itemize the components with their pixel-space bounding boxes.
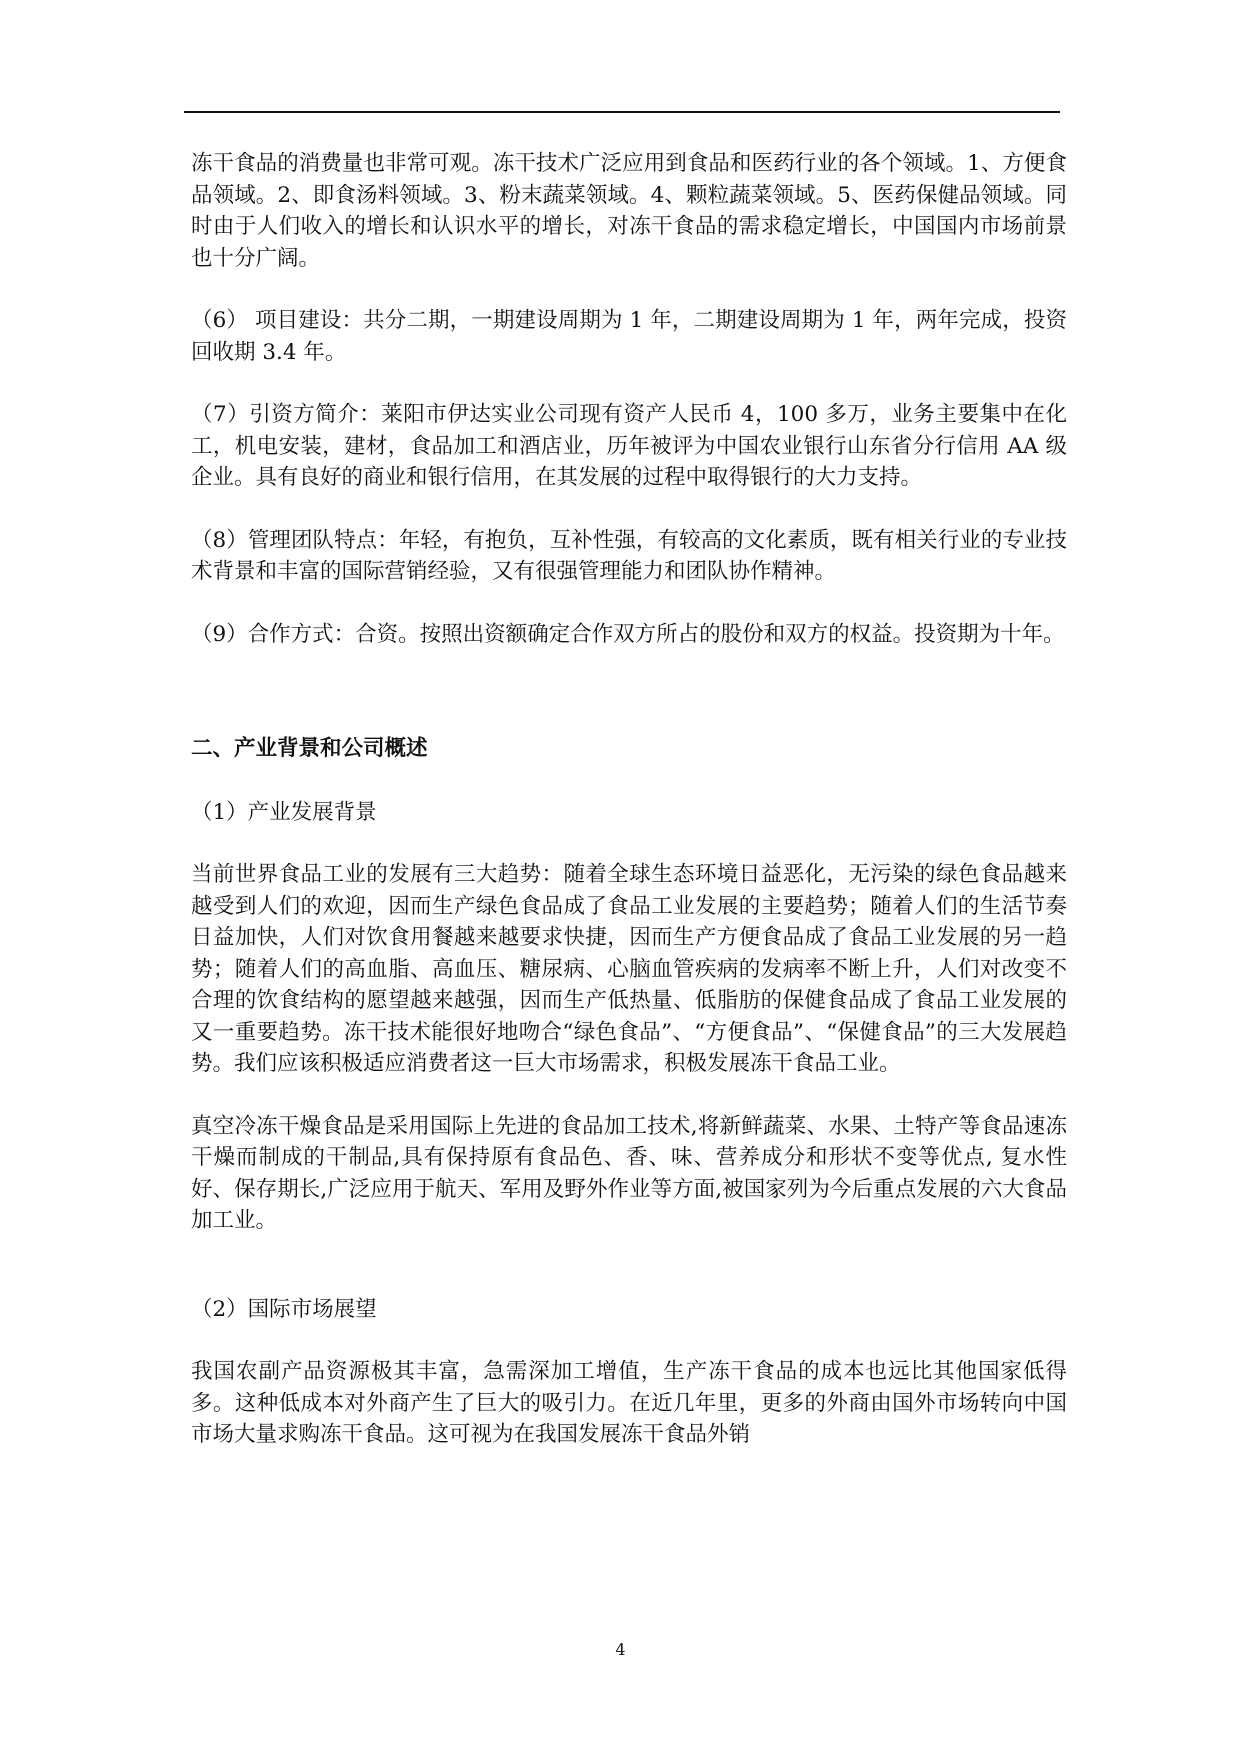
- paragraph: 真空冷冻干燥食品是采用国际上先进的食品加工技术,将新鲜蔬菜、水果、土特产等食品速冻干燥而制成的干制品,具有保持原有食品色、香、味、营养成分和形状不变等优点, 复水性好、保存期长,广泛应用于航天、军用及野外作业等方面,被国家列为今后重点发展的六大食品加工业。: [191, 1113, 1067, 1233]
- paragraph: （9）合作方式：合资。按照出资额确定合作双方所占的股份和双方的权益。投资期为十年。: [191, 621, 1065, 647]
- spacer: [191, 681, 1067, 733]
- header-rule: [184, 111, 1060, 113]
- paragraph: （6） 项目建设：共分二期，一期建设周期为 1 年，二期建设周期为 1 年，两年完成，投资回收期 3.4 年。: [191, 308, 1067, 365]
- spacer: [191, 1268, 1067, 1294]
- paragraph: （7）引资方简介：莱阳市伊达实业公司现有资产人民币 4，100 多万，业务主要集中在化工，机电安装，建材，食品加工和酒店业，历年被评为中国农业银行山东省分行信用 AA 级企业。具有良好的商业和银行信用，在其发展的过程中取得银行的大力支持。: [191, 402, 1067, 490]
- page-number: 4: [615, 1640, 626, 1659]
- document-body: [191, 148, 1067, 1482]
- section-heading: 二、产业背景和公司概述: [191, 736, 428, 761]
- paragraph: 当前世界食品工业的发展有三大趋势：随着全球生态环境日益恶化，无污染的绿色食品越来越受到人们的欢迎，因而生产绿色食品成了食品工业发展的主要趋势；随着人们的生活节奏日益加快，人们对饮食用餐越来越要求快捷，因而生产方便食品成了食品工业发展的另一趋势；随着人们的高血脂、高血压、糖尿病、心脑血管疾病的发病率不断上升，人们对改变不合理的饮食结构的愿望越来越强，因而生产低热量、低脂肪的保健食品成了食品工业发展的又一重要趋势。冻干技术能很好地吻合“绿色食品”、“方便食品”、“保健食品”的三大发展趋势。我们应该积极适应消费者这一巨大市场需求，积极发展冻干食品工业。: [191, 862, 1067, 1076]
- paragraph: （8）管理团队特点：年轻，有抱负，互补性强，有较高的文化素质，既有相关行业的专业技术背景和丰富的国际营销经验，又有很强管理能力和团队协作精神。: [191, 527, 1067, 584]
- subsection-heading: （2）国际市场展望: [191, 1296, 377, 1322]
- paragraph: 我国农副产品资源极其丰富，急需深加工增值，生产冻干食品的成本也远比其他国家低得多。这种低成本对外商产生了巨大的吸引力。在近几年里，更多的外商由国外市场转向中国市场大量求购冻干食品。这可视为在我国发展冻干食品外销: [191, 1359, 1067, 1447]
- subsection-heading: （1）产业发展背景: [191, 799, 377, 825]
- paragraph: 冻干食品的消费量也非常可观。冻干技术广泛应用到食品和医药行业的各个领域。1、方便食品领域。2、即食汤料领域。3、粉末蔬菜领域。4、颗粒蔬菜领域。5、医药保健品领域。同时由于人们收入的增长和认识水平的增长，对冻干食品的需求稳定增长，中国国内市场前景也十分广阔。: [191, 151, 1067, 271]
